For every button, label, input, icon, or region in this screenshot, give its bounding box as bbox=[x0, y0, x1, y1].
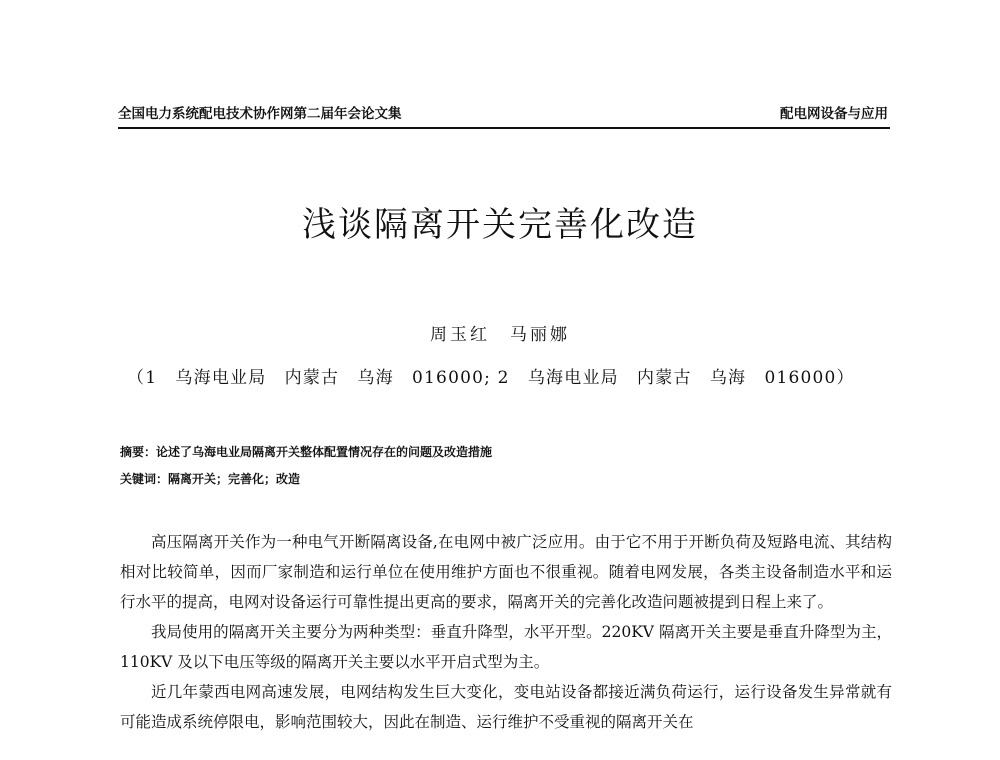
keywords-text: 隔离开关；完善化；改造 bbox=[168, 472, 301, 486]
body-paragraph: 我局使用的隔离开关主要分为两种类型：垂直升降型，水平开型。220KV 隔离开关主要是垂直升降型为主，110KV 及以下电压等级的隔离开关主要以水平开启式型为主。 bbox=[120, 623, 892, 671]
body-text bbox=[120, 527, 892, 737]
body-paragraph: 近几年蒙西电网高速发展，电网结构发生巨大变化，变电站设备都接近满负荷运行，运行设备发生异常就有可能造成系统停限电，影响范围较大，因此在制造、运行维护不受重视的隔离开关在 bbox=[120, 683, 892, 731]
abstract bbox=[120, 443, 890, 461]
abstract-text: 论述了乌海电业局隔离开关整体配置情况存在的问题及改造措施 bbox=[156, 445, 493, 459]
body-paragraph: 高压隔离开关作为一种电气开断隔离设备,在电网中被广泛应用。由于它不用于开断负荷及短路电流、其结构相对比较简单，因而厂家制造和运行单位在使用维护方面也不很重视。随着电网发展，各类主设备制造水平和运行水平的提高，电网对设备运行可靠性提出更高的要求，隔离开关的完善化改造问题被提到日程上来了。 bbox=[120, 533, 892, 611]
header-section-title: 配电网设备与应用 bbox=[780, 106, 888, 122]
keywords bbox=[120, 470, 890, 488]
author-affiliation: （1 乌海电业局 内蒙古 乌海 016000; 2 乌海电业局 内蒙古 乌海 016000） bbox=[127, 368, 855, 388]
author-list: 周玉红 马丽娜 bbox=[430, 325, 570, 345]
keywords-label: 关键词： bbox=[120, 472, 169, 486]
header-proceedings-title: 全国电力系统配电技术协作网第二届年会论文集 bbox=[118, 106, 402, 122]
paper-title: 浅谈隔离开关完善化改造 bbox=[302, 205, 698, 245]
running-header bbox=[118, 103, 890, 129]
abstract-label: 摘要： bbox=[120, 445, 157, 459]
